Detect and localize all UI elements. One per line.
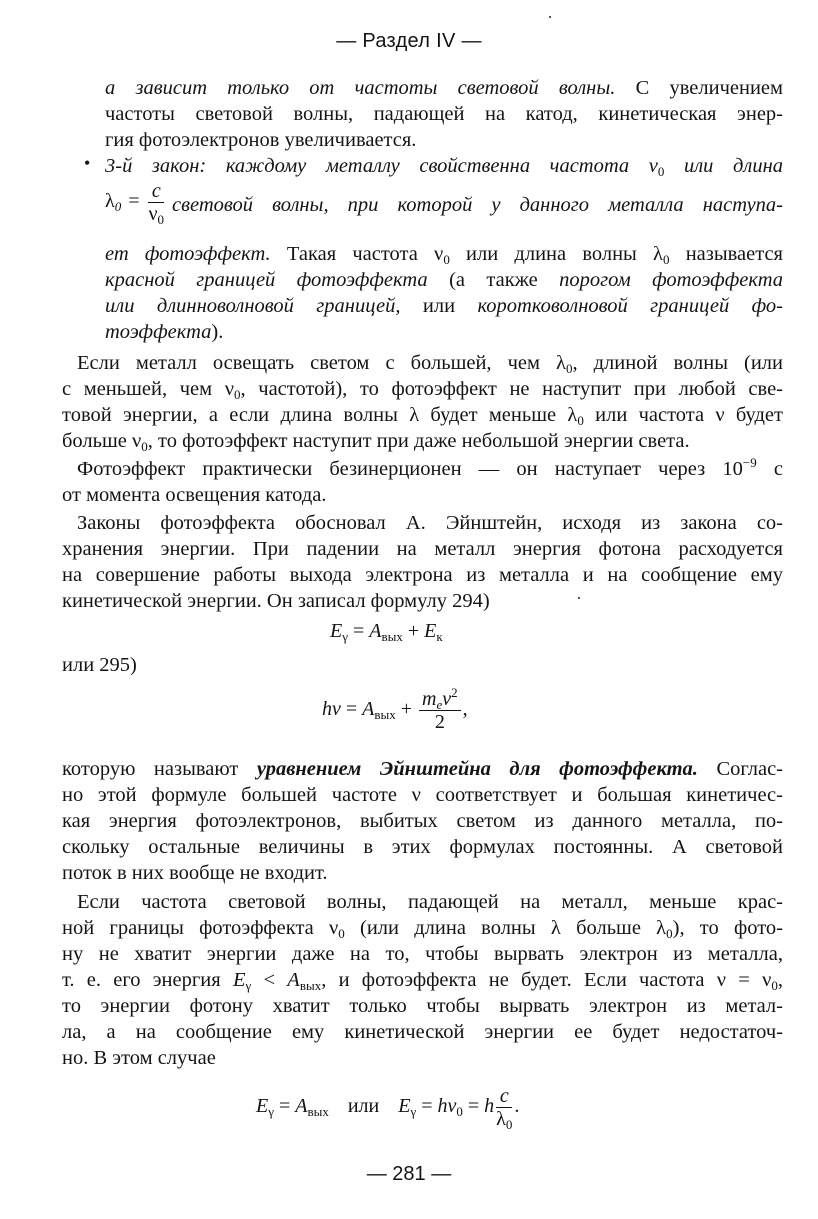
p4-line-2: хранения энергии. При падении на металл энергия фотона расходуется xyxy=(62,538,783,560)
italic-text: порогом фотоэффекта xyxy=(559,269,783,291)
superscript: −9 xyxy=(742,455,757,470)
p2-line-1 xyxy=(77,350,783,376)
subscript: 0 xyxy=(338,926,345,941)
formula-symbol: A xyxy=(362,698,375,721)
text: Если металл освещать светом с большей, чем λ xyxy=(77,352,566,374)
p4-line-1: Законы фотоэффекта обосновал А. Эйнштейн, исходя из закона со- xyxy=(77,512,783,534)
text: , частотой), то фотоэффект не наступит при любой све- xyxy=(240,378,783,400)
p5-line-3: кая энергия фотоэлектронов, выбитых светом из данного металла, по- xyxy=(62,810,783,832)
subscript: 0 xyxy=(666,926,673,941)
italic-text: или длина xyxy=(664,155,783,177)
operator: = xyxy=(347,620,370,642)
subscript: 0 xyxy=(505,1117,513,1132)
italic-text: красной границей фотоэффекта xyxy=(105,269,428,291)
formula-symbol: v xyxy=(442,688,452,710)
threshold-equation xyxy=(256,1085,519,1130)
formula-symbol: E xyxy=(256,1095,269,1118)
subscript: 0 xyxy=(657,164,665,179)
p5-line-1 xyxy=(62,756,783,782)
subscript: вых xyxy=(299,978,322,993)
text: ной границы фотоэффекта ν xyxy=(62,917,339,939)
or-295-label: или 295) xyxy=(62,654,137,676)
running-header: — Раздел IV — xyxy=(336,30,482,52)
p5-line-2: но этой формуле большей частоте ν соответствует и большая кинетичес- xyxy=(62,784,783,806)
p4-line-4: кинетической энергии. Он записал формулу 294) xyxy=(62,590,490,612)
text: т. е. его энергия xyxy=(62,969,233,991)
p6-line-4 xyxy=(62,967,783,993)
p1-line-3: гия фотоэлектронов увеличивается. xyxy=(105,129,417,151)
fraction-denominator xyxy=(496,1108,512,1130)
subscript: γ xyxy=(410,1104,417,1120)
subscript: 0 xyxy=(662,252,670,267)
text: или длина волны λ xyxy=(449,243,663,265)
text: , то фотоэффект наступит при даже небольшой энергии света. xyxy=(147,430,690,452)
subscript: 0 xyxy=(565,361,573,376)
operator: < xyxy=(251,969,288,991)
print-speck xyxy=(549,16,551,18)
text: ). xyxy=(211,321,224,343)
p5-line-4: скольку остальные величины в этих формулах постоянны. А световой xyxy=(62,836,783,858)
subscript: γ xyxy=(245,978,252,993)
subscript: вых xyxy=(307,1104,329,1120)
subscript: γ xyxy=(268,1104,274,1120)
text: (а также xyxy=(427,269,560,291)
italic-text: а зависит только от частоты световой волны. xyxy=(105,77,616,99)
punctuation: . xyxy=(514,1095,520,1118)
equation-294 xyxy=(330,620,443,643)
law3-line-6 xyxy=(105,319,783,345)
operator: = xyxy=(416,1095,438,1118)
text: Такая частота ν xyxy=(270,243,444,265)
text: , длиной волны (или xyxy=(572,352,783,374)
text: называется xyxy=(669,243,783,265)
law3-line-4 xyxy=(105,267,783,293)
p3-line-2: от момента освещения катода. xyxy=(62,484,327,506)
fraction-numerator: c xyxy=(496,1085,512,1108)
lambda0-formula: $\lambda_0$ = $\frac{c}{\nu_0}$ xyxy=(105,180,165,227)
p2-line-3 xyxy=(62,402,783,428)
fraction-denominator: 2 xyxy=(434,711,445,733)
operator: + xyxy=(402,620,425,642)
text: С увеличением xyxy=(615,77,783,99)
p6-line-7: но. В этом случае xyxy=(62,1047,216,1069)
formula-symbol: A xyxy=(295,1095,308,1118)
law3-line-3 xyxy=(105,241,783,267)
subscript: 0 xyxy=(577,413,584,428)
formula-symbol: ν xyxy=(148,203,158,225)
text: которую называют xyxy=(62,758,257,780)
p6-line-6: ла, а на сообщение ему кинетической энергии ее будет недостаточ- xyxy=(62,1021,783,1043)
law3-line-5 xyxy=(105,293,783,319)
formula-symbol: A xyxy=(287,969,300,991)
fraction xyxy=(419,685,461,733)
subscript: e xyxy=(436,697,443,712)
text: больше ν xyxy=(62,430,142,452)
text: , и фотоэффекта не будет. Если частота ν = ν xyxy=(321,969,772,991)
italic-text: световой волны, при которой у данного металла наступа- xyxy=(172,194,783,216)
page-number: — 281 — xyxy=(366,1163,452,1185)
italic-text: : каждому металлу свойственна частота ν xyxy=(199,155,658,177)
formula-symbol: hν xyxy=(437,1095,457,1118)
law3-line-1 xyxy=(105,153,783,179)
fraction-denominator xyxy=(148,203,164,225)
formula-symbol: A xyxy=(369,620,382,642)
p3-line-1 xyxy=(77,456,783,482)
text: с xyxy=(756,458,784,480)
italic-text: коротковолновой границей фо- xyxy=(477,295,783,317)
formula-symbol: λ xyxy=(496,1108,506,1130)
p6-line-5: то энергии фотону хватит только чтобы вырвать электрон из метал- xyxy=(62,995,783,1017)
p6-line-3: ну не хватит энергии даже на то, чтобы вырвать электрон из металла, xyxy=(62,943,783,965)
p6-line-1: Если частота световой волны, падающей на металл, меньше крас- xyxy=(77,891,783,913)
formula-symbol: E xyxy=(424,620,437,642)
italic-text: ет фотоэффект. xyxy=(105,243,271,265)
subscript: 0 xyxy=(141,439,148,454)
print-speck xyxy=(578,597,580,599)
subscript: 0 xyxy=(771,978,778,993)
text: с меньшей, чем ν xyxy=(62,378,235,400)
p1-line-1 xyxy=(105,75,783,101)
punctuation: , xyxy=(462,698,468,721)
subscript: 0 xyxy=(456,1104,463,1120)
text: Фотоэффект практически безинерционен — он наступает через 10 xyxy=(77,458,743,480)
subscript: 0 xyxy=(114,199,122,215)
text: ), то фото- xyxy=(672,917,784,939)
formula-symbol: h xyxy=(484,1095,495,1118)
subscript: вых xyxy=(381,629,403,644)
bullet-marker: • xyxy=(84,153,91,173)
italic-text: тоэффекта xyxy=(105,321,212,343)
law3-line-2 xyxy=(172,192,783,218)
text: или частота ν будет xyxy=(583,404,783,426)
formula-symbol: λ xyxy=(105,190,115,213)
subscript: 0 xyxy=(443,252,450,267)
fraction-numerator xyxy=(419,685,461,712)
p1-line-2: частоты световой волны, падающей на катод, кинетическая энер- xyxy=(105,103,783,125)
italic-text: или длинноволновой границей, xyxy=(105,295,423,317)
text: товой энергии, а если длина волны λ будет меньше λ xyxy=(62,404,578,426)
subscript: 0 xyxy=(234,387,241,402)
fraction-numerator: c xyxy=(148,180,164,203)
or-word: или xyxy=(347,1095,380,1118)
formula-symbol: E xyxy=(330,620,343,642)
operator: + xyxy=(395,698,418,721)
text: Соглас- xyxy=(697,758,783,780)
fraction xyxy=(496,1085,512,1130)
subscript: к xyxy=(436,629,443,644)
text: или xyxy=(422,295,478,317)
p2-line-4 xyxy=(62,428,783,454)
formula-symbol: hν xyxy=(322,698,341,721)
text: , xyxy=(777,969,783,991)
formula-symbol: E xyxy=(232,969,246,991)
p6-line-2 xyxy=(62,915,783,941)
subscript: вых xyxy=(374,707,396,723)
operator: = xyxy=(462,1095,485,1118)
subscript: 0 xyxy=(157,212,165,227)
formula-symbol: E xyxy=(398,1095,411,1118)
superscript: 2 xyxy=(451,685,458,700)
p4-line-3: на совершение работы выхода электрона из металла и на сообщение ему xyxy=(62,564,783,586)
equation-295 xyxy=(322,685,468,733)
operator: = xyxy=(340,698,363,721)
law-label: 3-й закон xyxy=(105,155,200,177)
p2-line-2 xyxy=(62,376,783,402)
subscript: γ xyxy=(342,629,348,644)
text: (или длина волны λ больше λ xyxy=(344,917,667,939)
formula-symbol: m xyxy=(422,688,437,710)
p5-line-5: поток в них вообще не входит. xyxy=(62,862,328,884)
bold-italic-term: уравнением Эйнштейна для фотоэффекта. xyxy=(256,758,698,780)
operator: = xyxy=(273,1095,296,1118)
fraction xyxy=(148,180,164,225)
